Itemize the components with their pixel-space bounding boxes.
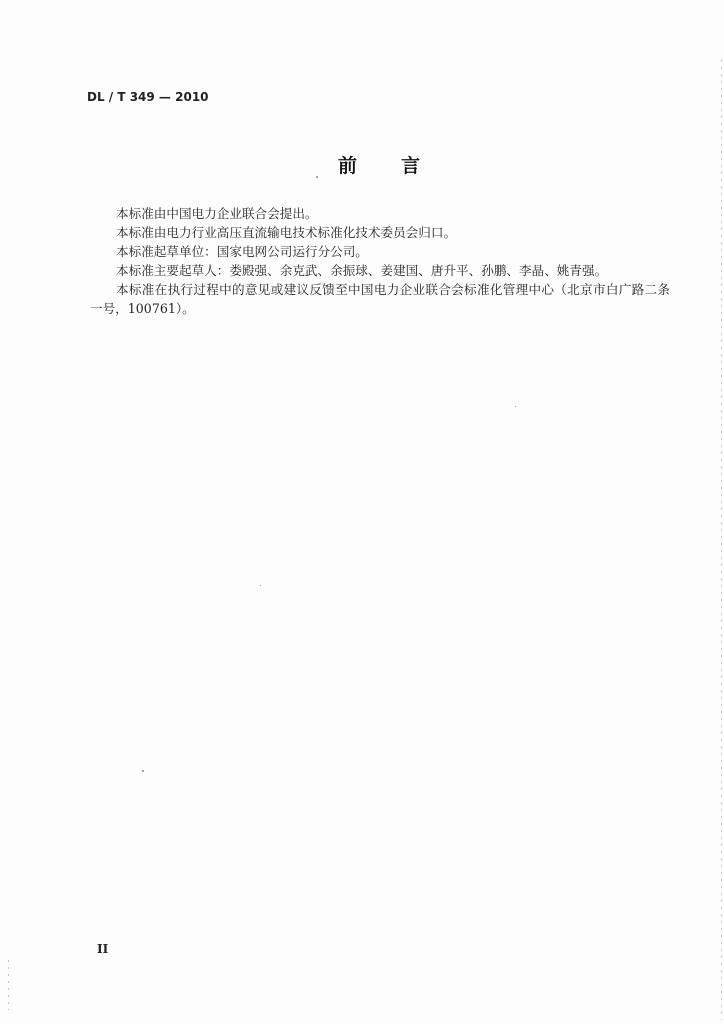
paragraph-drafting-unit: 本标准起草单位：国家电网公司运行分公司。 <box>116 244 368 259</box>
paragraph-drafters: 本标准主要起草人：娄殿强、余克武、余振球、姜建国、唐升平、孙鹏、李晶、姚青强。 <box>116 263 608 278</box>
paragraph-proposer: 本标准由中国电力企业联合会提出。 <box>116 206 318 221</box>
page-number: II <box>97 942 109 956</box>
scan-speck <box>142 770 144 772</box>
paragraph-committee: 本标准由电力行业高压直流输电技术标准化技术委员会归口。 <box>116 225 457 240</box>
scan-speck <box>260 585 261 586</box>
scan-edge-artifact <box>8 960 9 1010</box>
preface-body <box>90 204 670 318</box>
paragraph-feedback: 本标准在执行过程中的意见或建议反馈至中国电力企业联合会标准化管理中心（北京市白广路二条一号，100761）。 <box>90 282 670 316</box>
section-title: 前言 <box>338 155 465 177</box>
scan-edge-artifact <box>721 60 722 1020</box>
scan-speck <box>316 176 318 178</box>
standard-code: DL / T 349 — 2010 <box>87 90 209 104</box>
scan-speck <box>515 406 516 407</box>
